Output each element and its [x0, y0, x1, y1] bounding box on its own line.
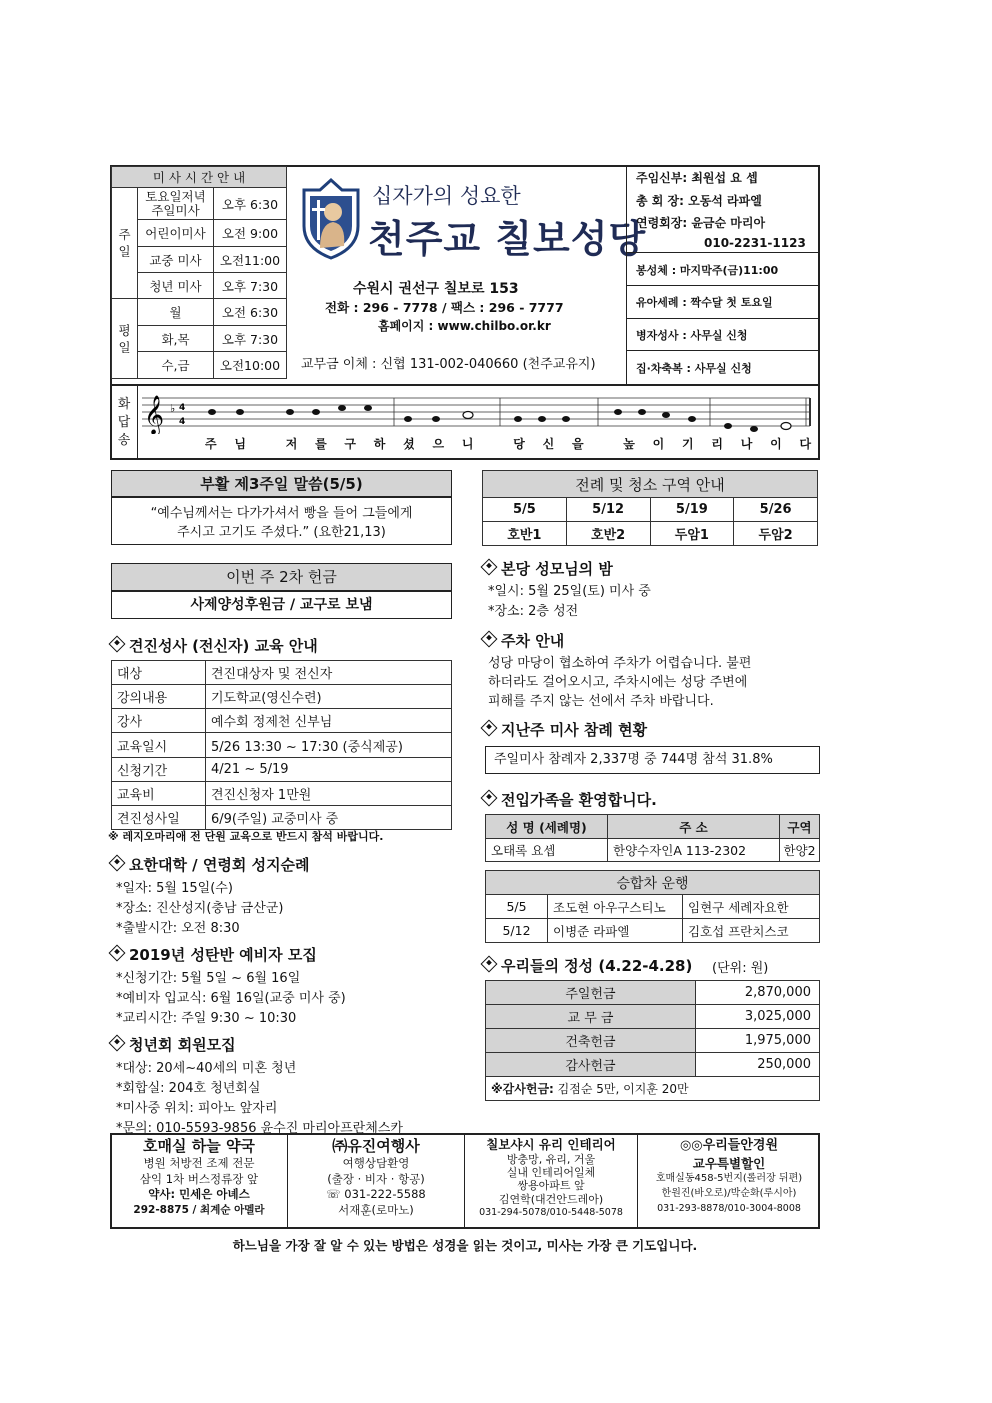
- youth-line: *미사중 위치: 피아노 앞자리: [116, 1101, 278, 1116]
- ad-name: ◎◎우리들안경원: [679, 1138, 779, 1153]
- staff-phone: 010-2231-1123: [704, 236, 806, 250]
- row-value: 5/26 13:30 ~ 17:30 (중식제공): [206, 733, 452, 758]
- row-value: 6/9(주일) 교중미사 중: [206, 806, 452, 830]
- sunday-label: 주 일: [112, 188, 138, 299]
- service-line: 병자성사 : 사무실 신청: [636, 329, 748, 342]
- footer-quote: 하느님을 가장 잘 알 수 있는 방법은 성경을 읽는 것이고, 미사는 가장 큰 기도입니다.: [232, 1238, 698, 1253]
- cleaning-date: 5/26: [734, 498, 818, 522]
- weekday-label: 평 일: [112, 299, 138, 379]
- catechist-table: [111, 660, 452, 830]
- svg-text:4: 4: [179, 403, 186, 413]
- cleaning-area: 두암1: [650, 522, 734, 546]
- mass-time: 오전11:00: [214, 247, 287, 273]
- row-key: 강사: [112, 709, 206, 733]
- carpool-date: 5/12: [486, 919, 548, 943]
- church-subtitle: 십자가의 성요한: [372, 184, 521, 208]
- staff-line: 총 회 장: 오동석 라파엘: [636, 194, 762, 208]
- mass-time: 오전 9:00: [214, 220, 287, 247]
- ad-name: 칠보샤시 유리 인테리어: [486, 1137, 616, 1152]
- youth-line: *문의: 010-5593-9856 윤수진 마리아프란체스카: [116, 1121, 403, 1136]
- mass-time: 오전 6:30: [214, 299, 287, 326]
- parking-title: 주차 안내: [480, 630, 564, 651]
- offering-key: 감사헌금: [486, 1053, 696, 1077]
- offering-unit: (단위: 원): [712, 961, 769, 976]
- baptism-line: *교리시간: 주일 9:30 ~ 10:30: [116, 1011, 297, 1026]
- mass-name: 토요일저녁 주일미사: [138, 188, 214, 220]
- response-lyrics: 주 님 저 를 구 하 셨 으 니 당 신 을 높 이 기 리 나 이 다: [205, 437, 818, 451]
- newcomers-table: [485, 814, 820, 862]
- mary-night-line: *장소: 2층 성전: [488, 604, 579, 619]
- attendance-body: 주일미사 참례자 2,337명 중 744명 참석 31.8%: [485, 746, 820, 774]
- offering-key: 건축헌금: [486, 1029, 696, 1053]
- church-address: 수원시 권선구 칠보로 153: [353, 281, 519, 297]
- baptism-line: *예비자 입교식: 6월 16일(교중 미사 중): [116, 991, 346, 1006]
- baptism-title: 2019년 성탄반 예비자 모집: [108, 944, 317, 965]
- row-key: 신청기간: [112, 758, 206, 782]
- row-value: 견진대상자 및 전신자: [206, 661, 452, 685]
- youth-line: *회합실: 204호 청년회실: [116, 1081, 261, 1096]
- mass-name: 어린이미사: [138, 220, 214, 247]
- mass-times-table: [111, 166, 287, 379]
- word-title: 부활 제3주일 말씀(5/5): [111, 470, 452, 497]
- ad-name: 호매실 하늘 약국: [143, 1137, 255, 1155]
- row-key: 교육일시: [112, 733, 206, 758]
- offering-value: 250,000: [696, 1053, 820, 1077]
- pilgrimage-line: *출발시간: 오전 8:30: [116, 921, 240, 936]
- cleaning-area: 호반1: [483, 522, 567, 546]
- row-key: 견진성사일: [112, 806, 206, 830]
- carpool-table: [485, 870, 820, 943]
- youth-line: *대상: 20세~40세의 미혼 청년: [116, 1061, 297, 1076]
- row-value: 예수회 정제천 신부님: [206, 709, 452, 733]
- cleaning-area: 두암2: [734, 522, 818, 546]
- mass-time: 오후 6:30: [214, 188, 287, 220]
- word-line: 주시고 고기도 주셨다.” (요한21,13): [177, 525, 386, 540]
- cleaning-table: [482, 470, 818, 546]
- col-header: 성 명 (세례명): [486, 815, 608, 839]
- mass-name: 화,목: [138, 326, 214, 352]
- parking-line: 피해를 주지 않는 선에서 주차 바랍니다.: [488, 694, 714, 709]
- ad-name: ㈜유진여행사: [332, 1137, 420, 1155]
- parking-line: 성당 마당이 협소하여 주차가 어렵습니다. 불편: [488, 656, 752, 671]
- mass-name: 월: [138, 299, 214, 326]
- diamond-bullet-icon: [109, 636, 126, 653]
- church-name: 천주교 칠보성당: [368, 217, 647, 261]
- catechist-note: ※ 레지오마리애 전 단원 교육으로 반드시 참석 바랍니다.: [108, 830, 384, 843]
- col-header: 주 소: [608, 815, 780, 839]
- response-label: 화 답 송: [117, 397, 131, 448]
- ad-optician: ◎◎우리들안경원 교우특별할인 호매실동458-5번지(롤러장 뒤편) 한원진(바오로)/박순화(루시아) 031-293-8878/010-3004-8008: [639, 1136, 819, 1216]
- cleaning-area: 호반2: [566, 522, 650, 546]
- cleaning-date: 5/5: [483, 498, 567, 522]
- offering-value: 2,870,000: [696, 981, 820, 1005]
- glasses-icon: ◎◎: [679, 1138, 703, 1153]
- music-staff: [142, 392, 816, 434]
- diamond-bullet-icon: [481, 559, 498, 576]
- newcomers-title: 전입가족을 환영합니다.: [480, 789, 657, 810]
- offering-key: 주일헌금: [486, 981, 696, 1005]
- ad-pharmacy: 호매실 하늘 약국 병원 처방전 조제 전문 삼익 1차 버스정류장 앞 약사: 민세은 아녜스 292-8875 / 최계순 아멜라: [112, 1136, 286, 1218]
- row-key: 교육비: [112, 782, 206, 806]
- offering-title: 우리들의 정성 (4.22-4.28): [480, 955, 692, 976]
- diamond-bullet-icon: [481, 720, 498, 737]
- mary-night-title: 본당 성모님의 밤: [480, 558, 613, 579]
- svg-text:𝄞: 𝄞: [144, 395, 165, 434]
- carpool-driver: 임현구 세례자요한: [683, 895, 820, 919]
- carpool-title: 승합차 운행: [486, 871, 820, 895]
- diamond-bullet-icon: [109, 855, 126, 872]
- row-key: 대상: [112, 661, 206, 685]
- mass-time: 오후 7:30: [214, 273, 287, 299]
- offering-table: [485, 980, 820, 1101]
- cleaning-date: 5/19: [650, 498, 734, 522]
- collection2-body: 사제양성후원금 / 교구로 보냄: [111, 591, 452, 619]
- row-value: 4/21 ~ 5/19: [206, 758, 452, 782]
- offering-value: 1,975,000: [696, 1029, 820, 1053]
- mass-name: 청년 미사: [138, 273, 214, 299]
- diamond-bullet-icon: [109, 1035, 126, 1052]
- mass-name: 수,금: [138, 352, 214, 379]
- ad-interior: 칠보샤시 유리 인테리어 방충망, 유리, 거울 실내 인테리어일체 쌍용아파트 앞 김연학(대건안드레아) 031-294-5078/010-5448-5078: [465, 1136, 637, 1219]
- service-line: 집·차축복 : 사무실 신청: [636, 362, 752, 375]
- pilgrimage-line: *장소: 진산성지(충남 금산군): [116, 901, 284, 916]
- baptism-line: *신청기간: 5월 5일 ~ 6월 16일: [116, 971, 301, 986]
- offering-note: ※감사헌금: 김점순 5만, 이지훈 20만: [486, 1077, 820, 1101]
- table-row: [486, 919, 820, 943]
- diamond-bullet-icon: [481, 790, 498, 807]
- attendance-title: 지난주 미사 참례 현황: [480, 719, 647, 740]
- service-line: 봉성체 : 마지막주(금)11:00: [636, 264, 779, 277]
- church-phone: 전화 : 296 - 7778 / 팩스 : 296 - 7777: [325, 300, 564, 315]
- mass-times-title: 미 사 시 간 안 내: [112, 167, 287, 188]
- youth-title: 청년회 회원모집: [108, 1034, 236, 1055]
- mass-time: 오후 7:30: [214, 326, 287, 352]
- table-row: [486, 895, 820, 919]
- offering-value: 3,025,000: [696, 1005, 820, 1029]
- church-logo: [300, 176, 362, 260]
- cleaning-date: 5/12: [566, 498, 650, 522]
- word-line: “예수님께서는 다가가셔서 빵을 들어 그들에게: [150, 506, 413, 521]
- svg-text:♭: ♭: [170, 402, 176, 415]
- carpool-date: 5/5: [486, 895, 548, 919]
- mary-night-line: *일시: 5월 25일(토) 미사 중: [488, 584, 651, 599]
- diamond-bullet-icon: [481, 631, 498, 648]
- newcomer-area: 한양2: [780, 839, 820, 862]
- service-line: 유아세례 : 짝수달 첫 토요일: [636, 296, 773, 309]
- col-header: 구역: [780, 815, 820, 839]
- diamond-bullet-icon: [109, 945, 126, 962]
- diamond-bullet-icon: [481, 956, 498, 973]
- catechist-title: 견진성사 (전신자) 교육 안내: [108, 635, 318, 656]
- cleaning-title: 전례 및 청소 구역 안내: [483, 471, 818, 498]
- mass-time: 오전10:00: [214, 352, 287, 379]
- parking-line: 하더라도 걸어오시고, 주차시에는 성당 주변에: [488, 675, 748, 690]
- svg-text:4: 4: [179, 417, 186, 427]
- staff-line: 주임신부: 최원섭 요 셉: [636, 171, 758, 185]
- carpool-driver: 조도현 아우구스티노: [548, 895, 683, 919]
- account-info: 교무금 이체 : 신협 131-002-040660 (천주교유지): [301, 357, 596, 372]
- carpool-driver: 김호섭 프란치스코: [683, 919, 820, 943]
- row-key: 강의내용: [112, 685, 206, 709]
- pilgrimage-line: *일자: 5월 15일(수): [116, 881, 233, 896]
- offering-key: 교 무 금: [486, 1005, 696, 1029]
- carpool-driver: 이병준 라파엘: [548, 919, 683, 943]
- row-value: 견진신청자 1만원: [206, 782, 452, 806]
- mass-name: 교중 미사: [138, 247, 214, 273]
- staff-line: 연령회장: 윤금순 마리아: [636, 216, 766, 230]
- row-value: 기도학교(영신수련): [206, 685, 452, 709]
- ad-travel: ㈜유진여행사 여행상담환영 (출장 · 비자 · 항공) ☏ 031-222-5588 서재훈(로마노): [289, 1136, 463, 1218]
- table-row: [486, 839, 820, 862]
- newcomer-name: 오태록 요셉: [486, 839, 608, 862]
- pilgrimage-title: 요한대학 / 연령회 성지순례: [108, 854, 310, 875]
- collection2-title: 이번 주 2차 헌금: [111, 563, 452, 591]
- newcomer-address: 한양수자인A 113-2302: [608, 839, 780, 862]
- church-homepage: 홈페이지 : www.chilbo.or.kr: [378, 319, 551, 333]
